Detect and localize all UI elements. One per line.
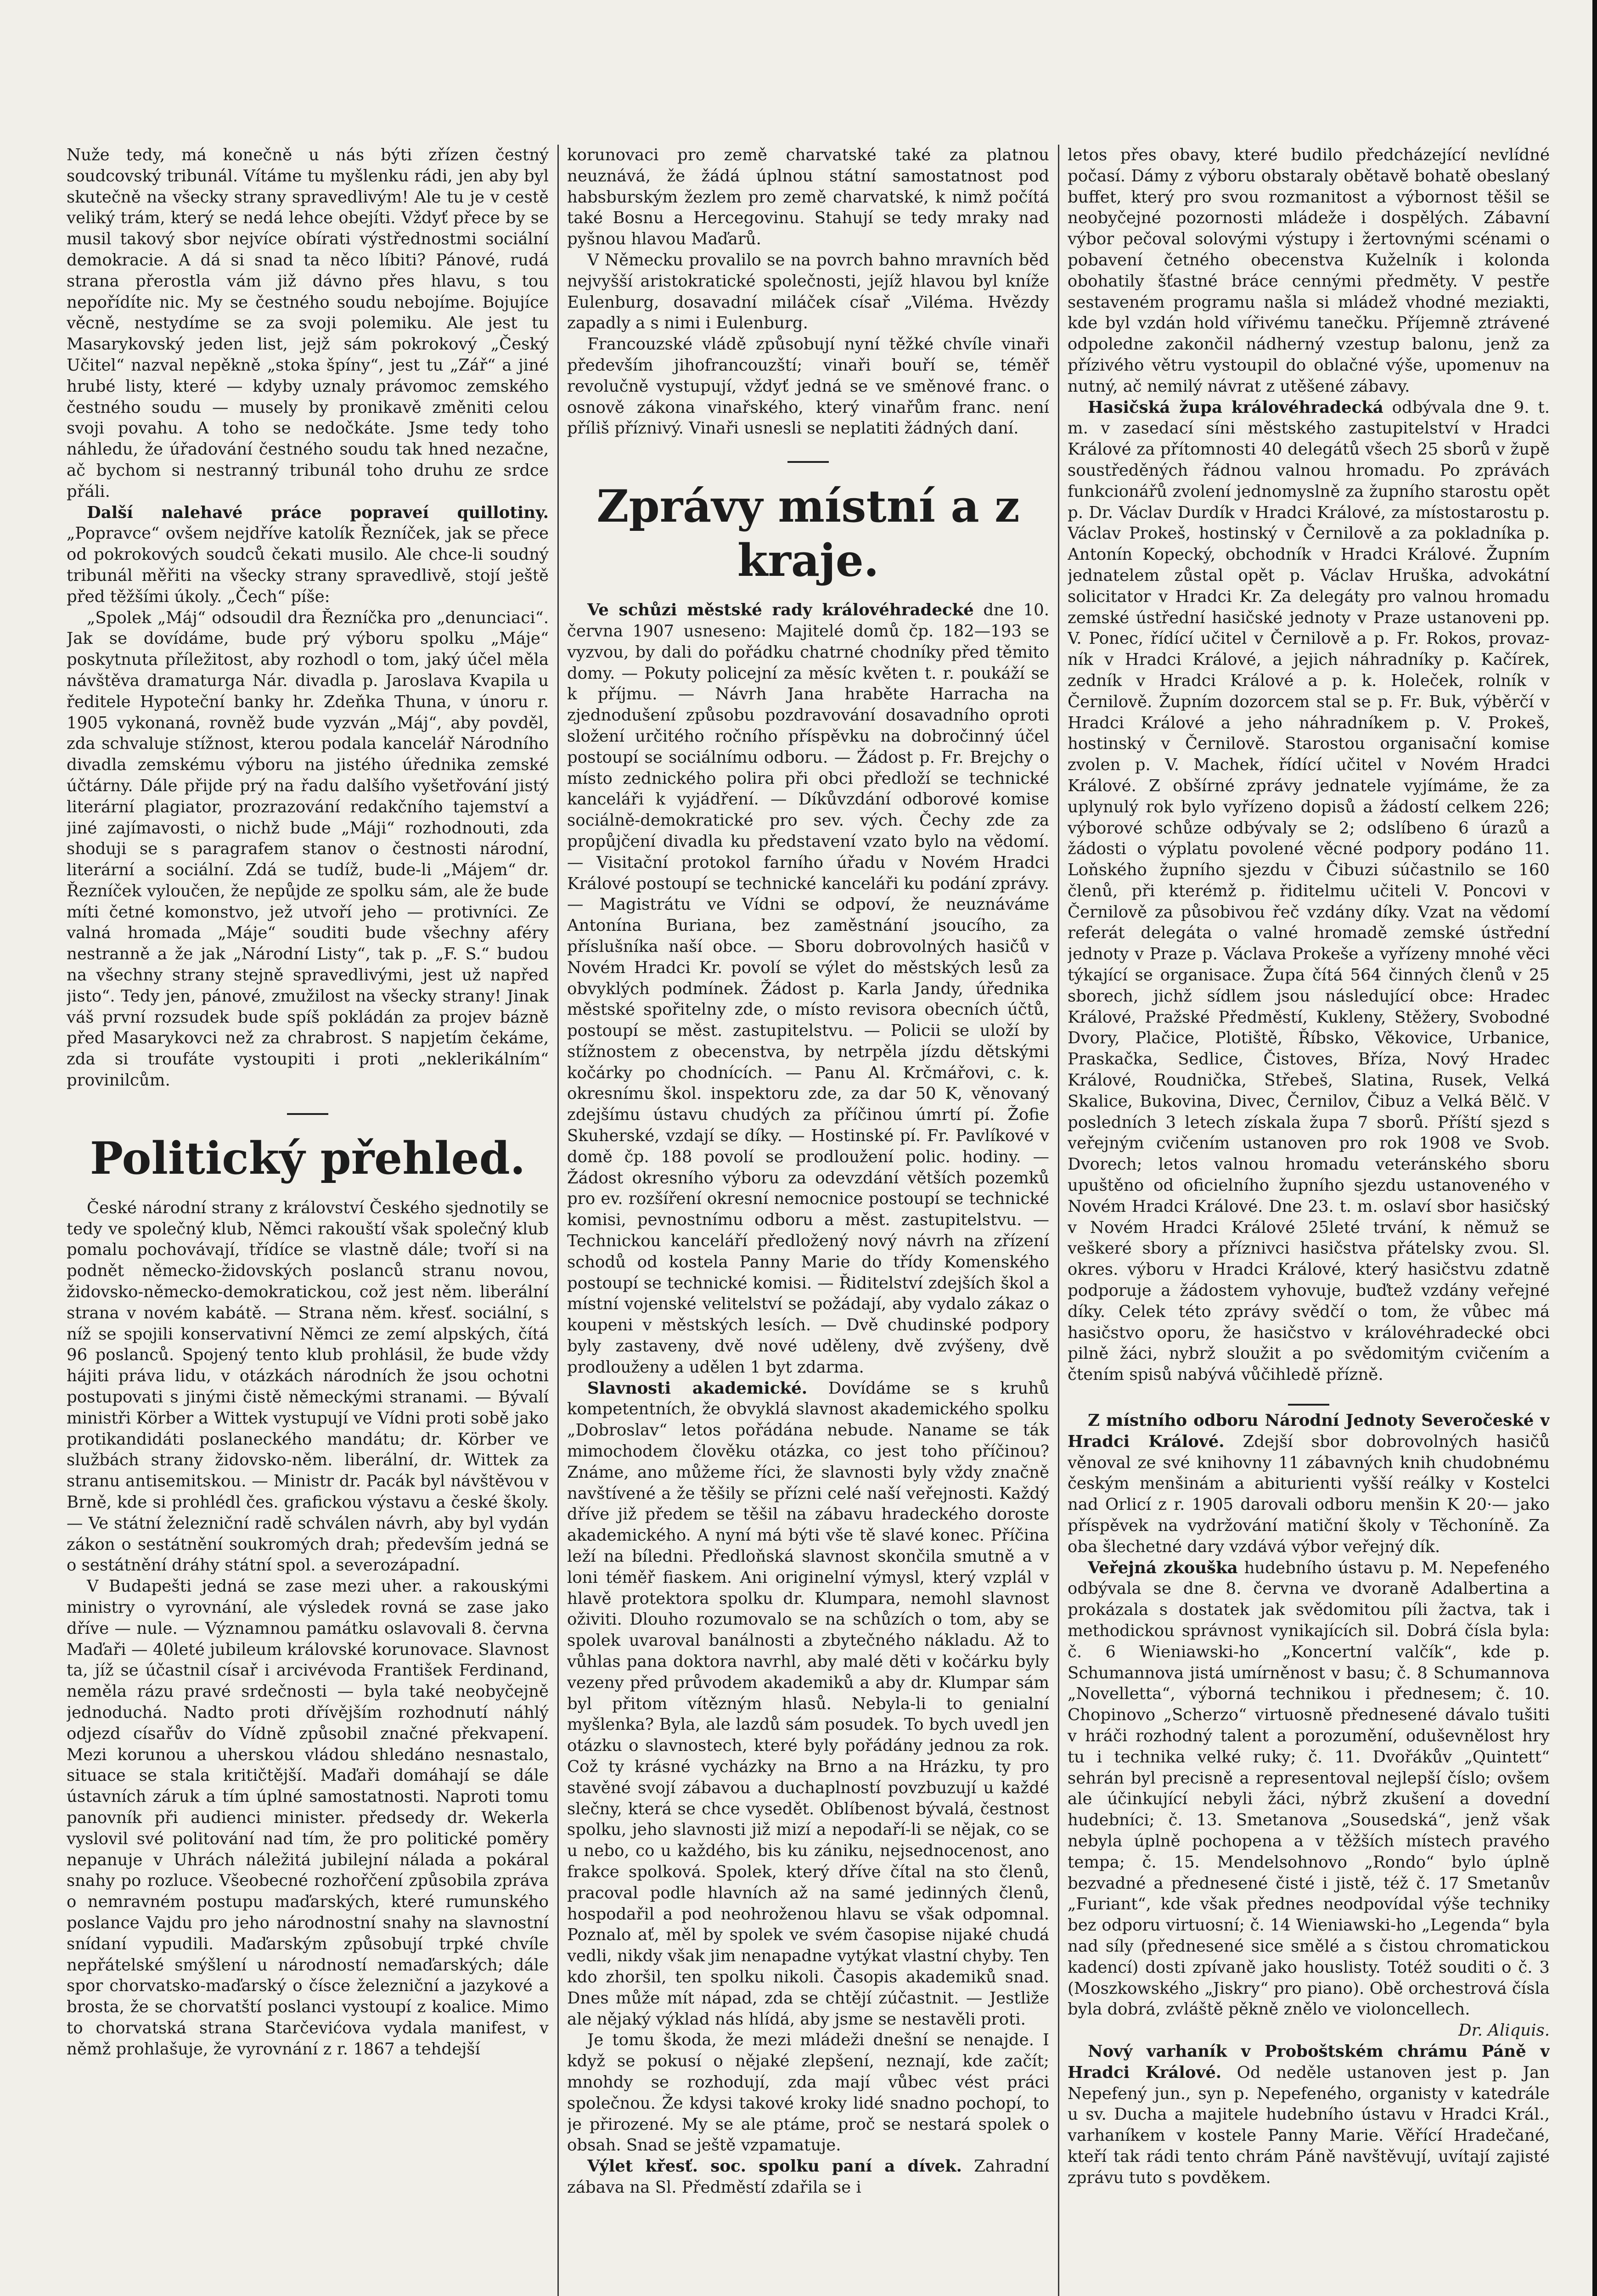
article-paragraph: letos přes obavy, které budilo předcházející nevlídné počasí. Dámy z výboru obstaraly obětavě bohatě obeslaný buffet, který pro svou rozmanitost a výbornost těšil se neobyčejné pozornosti mládeže i dospělých. Zábavní výbor pečoval solovými výstupy i žertovnými scénami o pobavení četného obecenstva Kuželník i kolonda obohatily šťastné bráce cennými předměty. V pestře sestaveném programu našla si mládež vhodné meziakti, kde byl vzdán hold vířivému tanečku. Příjemně ztrávené odpoledne zakončil nádherný vzestup balonu, jenž za přízivého větru vystoupil do oblačné výše, upomenuv na nutný, ač nemilý návrat z utěšené zábavy.: [1068, 146, 1550, 396]
article-text: Od neděle ustanoven jest p. Jan Nepefený jun., syn p. Nepefeného, organisty v katedrále u sv. Ducha a majitele hudebního ústavu v Hradci Král., varhaníkem v kostele Panny Marie. Věřící Hradečané, kteří tak rádi tento chrám Páně navštěvují, uvítají zajisté zprávu tuto s povděkem.: [1068, 2063, 1550, 2187]
column-2: [567, 145, 1049, 2296]
article-signature: Dr. Aliquis.: [1458, 2021, 1550, 2040]
column-3: [1068, 145, 1550, 2296]
article-paragraph: [1068, 1558, 1550, 2020]
article-lead: Výlet křesť. soc. spolku paní a dívek.: [587, 2157, 962, 2176]
article-paragraph: [1068, 397, 1550, 1385]
article-text: hudebního ústavu p. M. Nepefeného odbývala se dne 8. června ve dvoraně Adalbertina a prokázala s dostatek jak svědomitou píli žactva, tak i methodickou správnost vynikajících sil. Dobrá čísla byla: č. 6 Wieniawski-ho „Koncertní valčík“, kde p. Schumannova jistá umírněnost v basu; č. 8 Schumannova „Novelletta“, výborná technikou i přednesem; č. 10. Chopinovo „Scherzo“ virtuosně přednesené dávalo tušiti v hráči rozhodný talent a porozumění, oduševnělost hry tu i technika velké ruky; č. 11. Dvořákův „Quintett“ sehrán byl precisně a representoval nejlepší číslo; ovšem ale účinkující nebyli žáci, nýbrž zkušení a dovední hudebníci; č. 13. Smetanova „Sousedská“, jenž však nebyla úplně pochopena a v těžších místech pravého tempa; č. 15. Mendelsohnovo „Rondo“ bylo úplně bezvadné a přednesené čisté i jistě, též č. 17 Smetanův „Furiant“, kde však přednes neodpovídal výše techniky bez odporu virtuosní; č. 14 Wieniawski-ho „Legenda“ byla nad síly (přednesené sice smělé a s čistou chromatickou kadencí) dosti zpívaně jako houslisty. Totéž souditi o č. 3 (Moszkowského „Jiskry“ pro piano). Obě orchestrová čísla byla dobrá, zvláště pěkně znělo ve violoncellech.: [1068, 1558, 1550, 2019]
section-divider: [1288, 1404, 1329, 1406]
article-paragraph: [567, 600, 1049, 1378]
article-text: odbývala dne 9. t. m. v zasedací síni městského zastupitelství v Hradci Králové za přítomnosti 40 delegátů všech 25 sborů v župě soustředěných řádnou valnou hromadu. Po zprávách funkcionářů zvolení jednomyslně za župního starostu opět p. Dr. Václav Durdík v Hradci Králové, za místostarostu p. Václav Prokeš, hostinský v Černilově a za pokladníka p. Antonín Kopecký, obchodník v Hradci Králové. Župním jednatelem zůstal opět p. Václav Hruška, advokátní solicitator v Hradci Kr. Za delegáty pro valnou hromadu zemské ústřední hasičské jednoty v Praze ustanoveni pp. V. Ponec, řídící učitel v Černilově a p. Fr. Rokos, provazník v Hradci Králové, a jejich náhradníky p. Kačírek, zedník v Hradci Králové a p. k. Holeček, rolník v Černilově. Župním dozorcem stal se p. Fr. Buk, výběrčí v Hradci Králové a jeho náhradníkem p. V. Prokeš, hostinský v Černilově. Starostou organisační komise zvolen p. V. Machek, řídící učitel v Novém Hradci Králové. Z obšírné zprávy jednatele vyjímáme, že za uplynulý rok bylo vyřízeno dopisů a žádostí celkem 226; výborové schůze odbývaly se 2; odslíbeno 6 úrazů a žádosti o výplatu povolené věcné podpory podáno 11. Loňského župního sjezdu v Čibuzi súčastnilo se 160 členů, při kterémž p. řiditelmu učiteli V. Poncovi v Černilově za působivou řeč vzdány díky. Vzat na vědomí referát delegáta o valné hromadě zemské ústřední jednoty v Praze p. Václava Prokeše a vyřízeny mnohé věci týkající se organisace. Župa čítá 564 činných členů v 25 sborech, jichž sídlem jsou následující obce: Hradec Králové, Pražské Předměstí, Kukleny, Stěžery, Svobodné Dvory, Plačice, Plotiště, Říbsko, Věkovice, Urbanice, Praskačka, Sedlice, Čistoves, Bříza, Nový Hradec Králové, Roudnička, Střebeš, Slatina, Rusek, Velká Skalice, Bukovina, Divec, Černilov, Čibuz a Velká Bělč. V posledních 3 letech získala župa 7 sborů. Příští sjezd s veřejným cvičením ustanoven pro rok 1908 ve Svob. Dvorech; letos valnou hromadu veteránského sboru upuštěno od oficielního župního sjezdu ustanoveného v Novém Hradci Králové. Dne 23. t. m. oslaví sbor hasičský v Novém Hradci Králové 25leté trvání, k němuž se veškeré sbory a příznivci hasičstva přátelsky zvou. Sl. okres. výboru v Hradci Králové, který hasičstvu zdatně podporuje a žádostem vyhovuje, buďtež vzdány veřejné díky. Celek této zprávy svědčí o tom, že vůbec má hasičstvo oporu, že hasičstvo v královéhradecké obci pilně žáci, nybrž sloužit a po svědomitým cvičením a čtením spisů nabývá vůčihledě přízně.: [1068, 398, 1550, 1384]
article-paragraph: korunovaci pro země charvatské také za platnou neuznává, že žádá úplnou státní samostatnost pod habsburským žezlem pro země charvatské, k nimž počítá také Bosnu a Hercegovinu. Stahují se tedy mraky nad pyšnou hlavou Maďarů.: [567, 146, 1049, 249]
article-text: Zdejší sbor dobrovolných hasičů věnoval ze své knihovny 11 zábavných knih chudobnému českým menšinám a abiturienti vyšší reálky v Kostelci nad Orlicí z r. 1905 darovali odboru menšin K 20·— jako příspěvek na vydržování matiční školy v Těchoníně. Za oba šlechetné dary vzdává výbor veřejný dík.: [1068, 1432, 1550, 1556]
article-paragraph: Francouzské vládě způsobují nyní těžké chvíle vinaři především jihofrancouzští; vinaři bouří se, téměř revolučně vystupují, vždyť jedná se ve směnové franc. o osnově zákona vinařského, který vinařům franc. není příliš příznivý. Vinaři usnesli se neplatiti žádných daní.: [567, 335, 1049, 438]
article-text: Dovídáme se s kruhů kompetentních, že obvyklá slavnost akademického spolku „Dobroslav“ letos pořádána nebude. Naname se ták mimochodem člověku otázka, co jest toho příčinou? Známe, ano můžeme říci, že slavnosti byly vždy značně navštívené a že těšily se přízni celé naší veřejnosti. Každý dříve již předem se těšil na zábavu hradeckého doroste akademického. A nyní má býti vše tě slavé konec. Příčina leží na bíledni. Předloňská slavnost skončila smutně a v loni téměř fiaskem. Ani originelní výmysl, který vzplál v hlavě protektora spolku dr. Klumpara, nemohl slavnost oživiti. Dlouho rozumovalo se na schůzích o tom, aby se spolek uvaroval banálnosti a zbytečného nákladu. Až to vůhlas pana doktora navrhl, aby malé děti v kočárku byly vezeny před průvodem akademiků a aby dr. Klumpar sám byl přitom vítězným hlasů. Nebyla-li to genialní myšlenka? Byla, ale lazdů sám posudek. To bych uvedl jen otázku o slavnostech, které byly pořádány jednou za rok. Což ty krásné vycházky na Brno a na Hrázku, ty pro stavěné svojí zábavou a duchaplností povzbuzují u každé slečny, která se chce vysedět. Oblíbenost bývalá, čestnost spolku, jeho slavnosti již mizí a nepodaří-li se nějak, co se u nebo, co u každého, bis ku zániku, nejsednocenost, ano frakce spolková. Spolek, který dříve čítal na sto členů, pracoval podle hlavních až na samé jedinných členů, hospodařil a pod neohroženou hlavu se však odpomnal. Poznalo ať, měl by spolek ve svém časopise nijaké chudá vedli, nikdy však jim nenapadne vytýkat vlastní chyby. Ten kdo zhoršil, ten spolku nikoli. Časopis akademiků snad. Dnes může mít nápad, zda se chtějí zúčastnit. — Jestliže ale nějaký výklad nás hlídá, aby jsme se nestavěli proti.: [567, 1379, 1049, 2029]
section-divider: [787, 461, 829, 463]
article-paragraph: [1068, 1410, 1550, 1558]
article-lead: Veřejná zkouška: [1088, 1558, 1238, 1577]
scan-edge: [1592, 0, 1597, 2296]
article-paragraph: [567, 2156, 1049, 2198]
article-paragraph: [67, 502, 549, 608]
article-paragraph: „Spolek „Máj“ odsoudil dra Řezníčka pro „denunciaci“. Jak se dovídáme, bude prý výboru spolku „Máje“ poskytnuta příležitost, aby rozhodl o tom, jaký účel měla návštěva dramaturga Nár. divadla p. Jaroslava Kvapila u ředitele Hypoteční banky hr. Zdeňka Thuna, v únoru r. 1905 vykonaná, rovněž bude vyzván „Máj“, aby povděl, zda schvaluje stížnost, kterou podala kancelář Národního divadla zemskému výboru na jistého úřednika zemské účtárny. Dále přijde prý na řadu dalšího vyšetřování jistý literární plagiator, prozrazování redakčního tajemství a jiné zajímavosti, o nichž bude „Máji“ rozhodnouti, zda shoduji se s paragrafem stanov o čestnosti národní, literární a sociální. Zdá se tudíž, bude-li „Májem“ dr. Řezníček vyloučen, že nepůjde ze spolku sám, ale že bude míti četné komonstvo, jež utvoří jeho — protivníci. Ze valná hromada „Máje“ souditi bude všechny aféry nestranně a že jak „Národní Listy“, tak p. „F. S.“ budou na všechny strany stejně spravedlivými, jest už napřed jisto“. Tedy jen, pánové, zmužilost na všecky strany! Jinak váš první rozsudek bude spíš pokládán za projev bázně před Masarykovci než za chrabrost. S napjetím čekáme, zda si troufáte vystoupiti i proti „neklerikálním“ provinilcům.: [67, 608, 549, 1090]
article-paragraph: V Německu provalilo se na povrch bahno mravních běd nejvyšší aristokratické společnosti, jejíž hlavou byl kníže Eulenburg, dosavadní miláček císař „Viléma. Hvězdy zapadly a s nimi i Eulenburg.: [567, 250, 1049, 333]
column-rule: [1058, 145, 1059, 2296]
article-paragraph: České národní strany z království Českého sjednotily se tedy ve společný klub, Němci rakouští však společný klub pomalu pochovávají, třídíce se vlastně dále; tvoří si na podnět německo-židovských poslanců stranu novou, židovsko-německo-demokratickou, což jest něm. liberální strana v novém kabátě. — Strana něm. křesť. sociální, s níž se spojili konservativní Němci ze zemí alpských, čítá 96 poslanců. Spojený tento klub prohlásil, že bude vždy hájiti práva lidu, v otázkách národních že jsou ochotni postupovati s jinými čistě německými stranami. — Bývalí ministři Körber a Wittek vystupují ve Vídni proti sobě jako protikandidáti poslaneckého mandátu; dr. Körber ve službách strany židovsko-něm. liberální, dr. Wittek za stranu antisemitskou. — Ministr dr. Pacák byl návštěvou v Brně, kde si prohlédl čes. grafickou výstavu a české školy. — Ve státní železniční radě schválen návrh, aby byl vydán zákon o sestátnění soukromých drah; především jedná se o sestátnění dráhy státní spol. a severozápadní.: [67, 1198, 549, 1575]
section-divider: [287, 1113, 328, 1115]
article-lead: Z místního odboru Národní Jednoty Severočeské v Hradci Králové.: [1068, 1411, 1550, 1451]
column-1: [67, 145, 549, 2296]
article-paragraph: Nuže tedy, má konečně u nás býti zřízen čestný soudcovský tribunál. Vítáme tu myšlenku rádi, jen aby byl skutečně na všecky strany spravedlivým! Ale tu je v cestě veliký trám, který se nedá lehce obejíti. Vždyť přece by se musil takový sbor nejvíce obírati výstřednostmi sociální demokracie. A dá si snad ta něco líbiti? Pánové, rudá strana přerostla vám již dávno přes hlavu, s tou nepořídíte nic. My se čestného soudu nebojíme. Bojujíce věcně, nestydíme se za svoji polemiku. Ale jest tu Masarykovský jeden list, jejž sám pokrokový „Český Učitel“ nazval nepěkně „stoka špíny“, jest tu „Zář“ a jiné hrubé listy, které — kdyby uznaly právomoc zemského čestného soudu — musely by pronikavě změniti celou svoji povahu. A toho se nedočkáte. Jsme tedy toho náhledu, že úřadování čestného soudu tak hned nezačne, ač bychom si nestranný tribunál toho druhu ze srdce přáli.: [67, 146, 549, 501]
column-rule: [557, 145, 559, 2296]
article-text: Zahradní zábava na Sl. Předměstí zdařila se i: [567, 2157, 1049, 2197]
article-lead: Nový varhaník v Proboštském chrámu Páně v Hradci Králové.: [1068, 2042, 1550, 2082]
article-lead: Slavnosti akademické.: [587, 1379, 808, 1398]
article-paragraph: [567, 1378, 1049, 2030]
article-paragraph: V Budapešti jedná se zase mezi uher. a rakouskými ministry o vyrovnání, ale výsledek rovná se zase jako dříve — nule. — Významnou památku oslavovali 8. června Maďaři — 40leté jubileum královské korunovace. Slavnost ta, jíž se účastnil císař i arcivévoda František Ferdinand, neměla rázu pravé srdečnosti — byla také neobyčejně jednoduchá. Nadto proti dřívějším rozhodnutí náhlý odjezd císařův do Vídně způsobil značné překvapení. Mezi korunou a uherskou vládou shledáno nesnastalo, situace se stala kritičtější. Maďaři domáhají se dále ústavních záruk a tím úplné samostatnosti. Naproti tomu panovník při audienci minister. předsedy dr. Wekerla vyslovil své politování nad tím, že pro politické poměry nepanuje v Uhrách náležitá jubilejní nálada a pokáral snahy po rozluce. Všeobecné rozhořčení způsobila zpráva o nemravném postupu maďarských, které rumunského poslance Vajdu pro jeho národnostní snahy na slavnostní snídaní vypudili. Maďarským způsobují trpké chvíle nepřátelské smýšlení u národností nemaďarských; dále spor chorvatsko-maďarský o čísce železniční a jazykové a brosta, že se chorvatští poslanci vystoupí z koalice. Mimo to chorvatská strana Starčevićova vydala manifest, v němž prohlašuje, že vyrovnání z r. 1867 a tehdejší: [67, 1577, 549, 2059]
section-heading-politics: Politický přehled.: [90, 1132, 526, 1184]
article-lead: Další nalehavé práce popraveí quillotiny.: [87, 503, 549, 522]
article-paragraph: [1068, 2041, 1550, 2189]
article-text: dne 10. června 1907 usneseno: Majitelé domů čp. 182—193 se vyzvou, by dali do pořádku chatrné chodníky před těmito domy. — Pokuty policejní za měsíc květen t. r. poukáží se k příjmu. — Návrh Jana hraběte Harracha na zjednodušení způsobu pozdravování dosavadního oproti složení určitého ročního příspěvku na dobročinný účel postoupí se sociálnímu odboru. — Žádost p. Fr. Brejchy o místo zednického polira při obci předloží se technické kanceláři k vyjádření. — Díkůvzdání odborové komise sociálně-demokratické pro sev. vých. Čechy zde za propůjčení divadla ku představení vzato bylo na vědomí. — Visitační protokol farního úřadu v Novém Hradci Králové postoupí se technické kanceláři ku podání zprávy. — Magistrátu ve Vídni se odpoví, že neuznáváme Antonína Buriana, bez zaměstnání jsoucího, za příslušníka naší obce. — Sboru dobrovolných hasičů v Novém Hradci Kr. povolí se výlet do městských lesů za obvyklých podmínek. Žádost p. Karla Jandy, úřednika městské spořitelny zde, o místo revisora obecních účtů, postoupí se měst. zastupitelstvu. — Policii se uloží by stížnostem z obecenstva, by netrpěla jízdu dětskými kočárky po chodnících. — Panu Al. Krčmářovi, c. k. okresnímu škol. inspektoru zde, za dar 50 K, věnovaný zdejšímu ústavu chudých za příčinou úmrtí pí. Žofie Skuherské, vzdají se díky. — Hostinské pí. Fr. Pavlíkové v domě čp. 188 povolí se prodloužení polic. hodiny. — Žádost okresního výboru za odevzdání větších pozemků pro ev. rozšíření okresní nemocnice postoupí se technické komisi, pevnostnímu odboru a měst. zastupitelstvu. — Technickou kanceláří předložený nový návrh na zřízení schodů od kostela Panny Marie do třídy Komenského postoupí se technické komisi. — Řiditelství zdejších škol a místní vojenské velitelství se požádají, aby vydalo zákaz o koupeni v městských lesích. — Dvě chudinské podpory byly zastaveny, dvě nové uděleny, dvě zvýšeny, dvě prodlouženy a udělen 1 byt zdarma.: [567, 601, 1049, 1377]
article-lead: Ve schůzi městské rady královéhradecké: [587, 601, 974, 620]
section-heading-local-news: Zprávy místní a z kraje.: [596, 480, 1020, 587]
article-text: „Popravce“ ovšem nejdříve katolík Řezníček, jak se přece od pokrokových soudců čekati musilo. Ale chce-li soudný tribunál měřiti na všecky strany spravedlivě, stojí ještě před těžšími úkoly. „Čech“ píše:: [67, 524, 549, 606]
article-lead: Hasičská župa královéhradecká: [1088, 398, 1383, 417]
article-paragraph: Je tomu škoda, že mezi mládeži dnešní se nenajde. I když se pokusí o nějaké zlepšení, neznají, kde začít; mnohdy se rozhodují, zda mají vůbec vést práci společnou. Že kdysi takové kroky lidé snadno pochopí, to je přirozené. My se ale ptáme, proč se nestará spolek o obsah. Snad se ještě vzpamatuje.: [567, 2031, 1049, 2155]
